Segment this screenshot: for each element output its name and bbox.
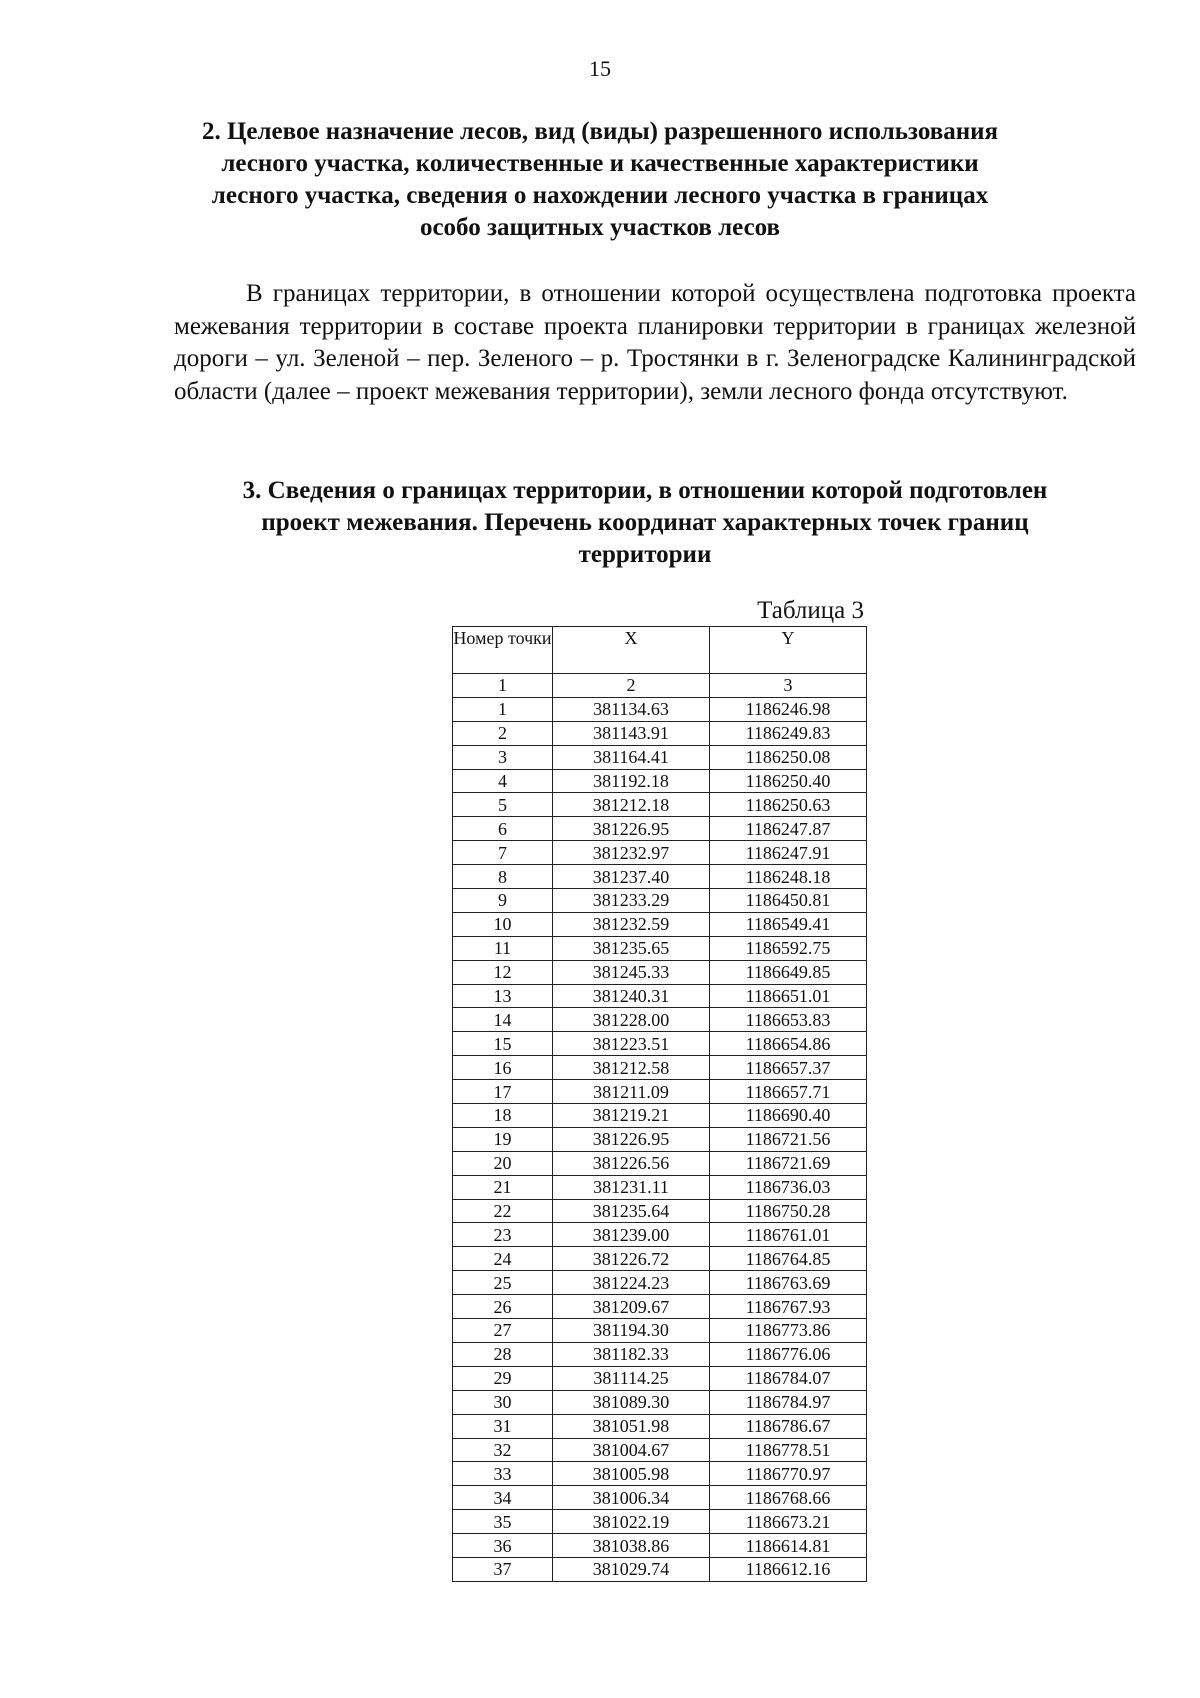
table-row: [453, 793, 867, 817]
y-coordinate-cell: 1186673.21: [710, 1510, 867, 1534]
x-coordinate-cell: 381006.34: [553, 1486, 710, 1510]
point-number-cell: 10: [453, 912, 553, 936]
x-coordinate-cell: 381209.67: [553, 1295, 710, 1319]
point-number-cell: 13: [453, 984, 553, 1008]
x-coordinate-cell: 381226.95: [553, 817, 710, 841]
y-coordinate-cell: 1186248.18: [710, 865, 867, 889]
y-coordinate-cell: 1186612.16: [710, 1557, 867, 1581]
table-row: [453, 1295, 867, 1319]
x-coordinate-cell: 381051.98: [553, 1414, 710, 1438]
table-caption: Таблица 3: [757, 597, 864, 624]
x-coordinate-cell: 381089.30: [553, 1390, 710, 1414]
table-row: [453, 1199, 867, 1223]
point-number-cell: 5: [453, 793, 553, 817]
table-header-row: [453, 627, 867, 674]
table-row: [453, 721, 867, 745]
x-coordinate-cell: 381226.56: [553, 1151, 710, 1175]
x-coordinate-cell: 381237.40: [553, 865, 710, 889]
table-index-row: [453, 674, 867, 698]
point-number-cell: 33: [453, 1462, 553, 1486]
section-2-paragraph: В границах территории, в отношении которой осуществлена подготовка проекта межевания территории в составе проекта планировки территории в границах железной дороги – ул. Зеленой – пер. Зеленого – р. Тростянки в г. Зеленоградске Калининградской области (далее – проект межевания территории), земли лесного фонда отсутствуют.: [174, 280, 1136, 405]
y-coordinate-cell: 1186721.56: [710, 1127, 867, 1151]
x-coordinate-cell: 381219.21: [553, 1104, 710, 1128]
header-point-number: Номер точки: [453, 627, 553, 674]
x-coordinate-cell: 381235.65: [553, 936, 710, 960]
point-number-cell: 32: [453, 1438, 553, 1462]
point-number-cell: 15: [453, 1032, 553, 1056]
table-row: [453, 697, 867, 721]
point-number-cell: 12: [453, 960, 553, 984]
table-row: [453, 1175, 867, 1199]
table-row: [453, 912, 867, 936]
x-coordinate-cell: 381211.09: [553, 1080, 710, 1104]
index-cell: 2: [553, 674, 710, 698]
table-row: [453, 960, 867, 984]
table-row: [453, 984, 867, 1008]
y-coordinate-cell: 1186763.69: [710, 1271, 867, 1295]
y-coordinate-cell: 1186773.86: [710, 1319, 867, 1343]
y-coordinate-cell: 1186786.67: [710, 1414, 867, 1438]
point-number-cell: 7: [453, 841, 553, 865]
point-number-cell: 22: [453, 1199, 553, 1223]
table-row: [453, 1151, 867, 1175]
table-row: [453, 1462, 867, 1486]
table-row: [453, 1414, 867, 1438]
table-row: [453, 1127, 867, 1151]
y-coordinate-cell: 1186761.01: [710, 1223, 867, 1247]
point-number-cell: 8: [453, 865, 553, 889]
point-number-cell: 31: [453, 1414, 553, 1438]
x-coordinate-cell: 381164.41: [553, 745, 710, 769]
table-row: [453, 936, 867, 960]
table-row: [453, 1104, 867, 1128]
y-coordinate-cell: 1186247.91: [710, 841, 867, 865]
table-row: [453, 1223, 867, 1247]
y-coordinate-cell: 1186250.40: [710, 769, 867, 793]
x-coordinate-cell: 381240.31: [553, 984, 710, 1008]
x-coordinate-cell: 381212.58: [553, 1056, 710, 1080]
y-coordinate-cell: 1186770.97: [710, 1462, 867, 1486]
table-row: [453, 1366, 867, 1390]
table-row: [453, 1271, 867, 1295]
x-coordinate-cell: 381134.63: [553, 697, 710, 721]
y-coordinate-cell: 1186657.37: [710, 1056, 867, 1080]
y-coordinate-cell: 1186721.69: [710, 1151, 867, 1175]
y-coordinate-cell: 1186653.83: [710, 1008, 867, 1032]
y-coordinate-cell: 1186736.03: [710, 1175, 867, 1199]
x-coordinate-cell: 381232.97: [553, 841, 710, 865]
table-row: [453, 1510, 867, 1534]
coordinates-table: [452, 626, 867, 1582]
table-row: [453, 1390, 867, 1414]
y-coordinate-cell: 1186784.97: [710, 1390, 867, 1414]
table-row: [453, 1319, 867, 1343]
table-row: [453, 1342, 867, 1366]
point-number-cell: 11: [453, 936, 553, 960]
point-number-cell: 35: [453, 1510, 553, 1534]
point-number-cell: 20: [453, 1151, 553, 1175]
index-cell: 1: [453, 674, 553, 698]
point-number-cell: 27: [453, 1319, 553, 1343]
section-2-title: 2. Целевое назначение лесов, вид (виды) разрешенного использования лесного участка, количественные и качественные характеристики лесного участка, сведения о нахождении лесного участка в границах особо защитных участков лесов: [201, 118, 999, 241]
y-coordinate-cell: 1186249.83: [710, 721, 867, 745]
x-coordinate-cell: 381226.95: [553, 1127, 710, 1151]
point-number-cell: 2: [453, 721, 553, 745]
y-coordinate-cell: 1186614.81: [710, 1534, 867, 1558]
section-3-title: 3. Сведения о границах территории, в отношении которой подготовлен проект межевания. Перечень координат характерных точек границ территории: [242, 477, 1048, 568]
y-coordinate-cell: 1186651.01: [710, 984, 867, 1008]
x-coordinate-cell: 381239.00: [553, 1223, 710, 1247]
table-row: [453, 1032, 867, 1056]
table-row: [453, 1486, 867, 1510]
point-number-cell: 21: [453, 1175, 553, 1199]
y-coordinate-cell: 1186776.06: [710, 1342, 867, 1366]
page-number: 15: [589, 56, 611, 81]
y-coordinate-cell: 1186657.71: [710, 1080, 867, 1104]
table-row: [453, 745, 867, 769]
x-coordinate-cell: 381212.18: [553, 793, 710, 817]
index-cell: 3: [710, 674, 867, 698]
point-number-cell: 9: [453, 889, 553, 913]
x-coordinate-cell: 381004.67: [553, 1438, 710, 1462]
y-coordinate-cell: 1186767.93: [710, 1295, 867, 1319]
point-number-cell: 30: [453, 1390, 553, 1414]
y-coordinate-cell: 1186250.08: [710, 745, 867, 769]
point-number-cell: 3: [453, 745, 553, 769]
y-coordinate-cell: 1186246.98: [710, 697, 867, 721]
x-coordinate-cell: 381235.64: [553, 1199, 710, 1223]
point-number-cell: 24: [453, 1247, 553, 1271]
y-coordinate-cell: 1186654.86: [710, 1032, 867, 1056]
x-coordinate-cell: 381182.33: [553, 1342, 710, 1366]
point-number-cell: 17: [453, 1080, 553, 1104]
point-number-cell: 19: [453, 1127, 553, 1151]
point-number-cell: 37: [453, 1557, 553, 1581]
table-row: [453, 1438, 867, 1462]
y-coordinate-cell: 1186778.51: [710, 1438, 867, 1462]
y-coordinate-cell: 1186649.85: [710, 960, 867, 984]
point-number-cell: 26: [453, 1295, 553, 1319]
header-x: X: [553, 627, 710, 674]
point-number-cell: 29: [453, 1366, 553, 1390]
table-row: [453, 1557, 867, 1581]
x-coordinate-cell: 381228.00: [553, 1008, 710, 1032]
x-coordinate-cell: 381245.33: [553, 960, 710, 984]
point-number-cell: 14: [453, 1008, 553, 1032]
y-coordinate-cell: 1186549.41: [710, 912, 867, 936]
point-number-cell: 1: [453, 697, 553, 721]
x-coordinate-cell: 381143.91: [553, 721, 710, 745]
table-row: [453, 1534, 867, 1558]
point-number-cell: 16: [453, 1056, 553, 1080]
x-coordinate-cell: 381022.19: [553, 1510, 710, 1534]
header-y: Y: [710, 627, 867, 674]
table-row: [453, 769, 867, 793]
table-row: [453, 1008, 867, 1032]
y-coordinate-cell: 1186768.66: [710, 1486, 867, 1510]
table-row: [453, 817, 867, 841]
y-coordinate-cell: 1186592.75: [710, 936, 867, 960]
point-number-cell: 34: [453, 1486, 553, 1510]
x-coordinate-cell: 381226.72: [553, 1247, 710, 1271]
table-body: [453, 697, 867, 1581]
y-coordinate-cell: 1186750.28: [710, 1199, 867, 1223]
table-row: [453, 841, 867, 865]
point-number-cell: 23: [453, 1223, 553, 1247]
y-coordinate-cell: 1186247.87: [710, 817, 867, 841]
point-number-cell: 36: [453, 1534, 553, 1558]
point-number-cell: 4: [453, 769, 553, 793]
y-coordinate-cell: 1186450.81: [710, 889, 867, 913]
point-number-cell: 28: [453, 1342, 553, 1366]
y-coordinate-cell: 1186250.63: [710, 793, 867, 817]
y-coordinate-cell: 1186784.07: [710, 1366, 867, 1390]
x-coordinate-cell: 381223.51: [553, 1032, 710, 1056]
table-row: [453, 889, 867, 913]
table-row: [453, 1080, 867, 1104]
x-coordinate-cell: 381114.25: [553, 1366, 710, 1390]
table-row: [453, 1247, 867, 1271]
x-coordinate-cell: 381038.86: [553, 1534, 710, 1558]
y-coordinate-cell: 1186764.85: [710, 1247, 867, 1271]
table-row: [453, 1056, 867, 1080]
x-coordinate-cell: 381005.98: [553, 1462, 710, 1486]
x-coordinate-cell: 381232.59: [553, 912, 710, 936]
table-row: [453, 865, 867, 889]
x-coordinate-cell: 381231.11: [553, 1175, 710, 1199]
x-coordinate-cell: 381194.30: [553, 1319, 710, 1343]
point-number-cell: 6: [453, 817, 553, 841]
x-coordinate-cell: 381233.29: [553, 889, 710, 913]
x-coordinate-cell: 381224.23: [553, 1271, 710, 1295]
point-number-cell: 18: [453, 1104, 553, 1128]
y-coordinate-cell: 1186690.40: [710, 1104, 867, 1128]
point-number-cell: 25: [453, 1271, 553, 1295]
x-coordinate-cell: 381029.74: [553, 1557, 710, 1581]
x-coordinate-cell: 381192.18: [553, 769, 710, 793]
